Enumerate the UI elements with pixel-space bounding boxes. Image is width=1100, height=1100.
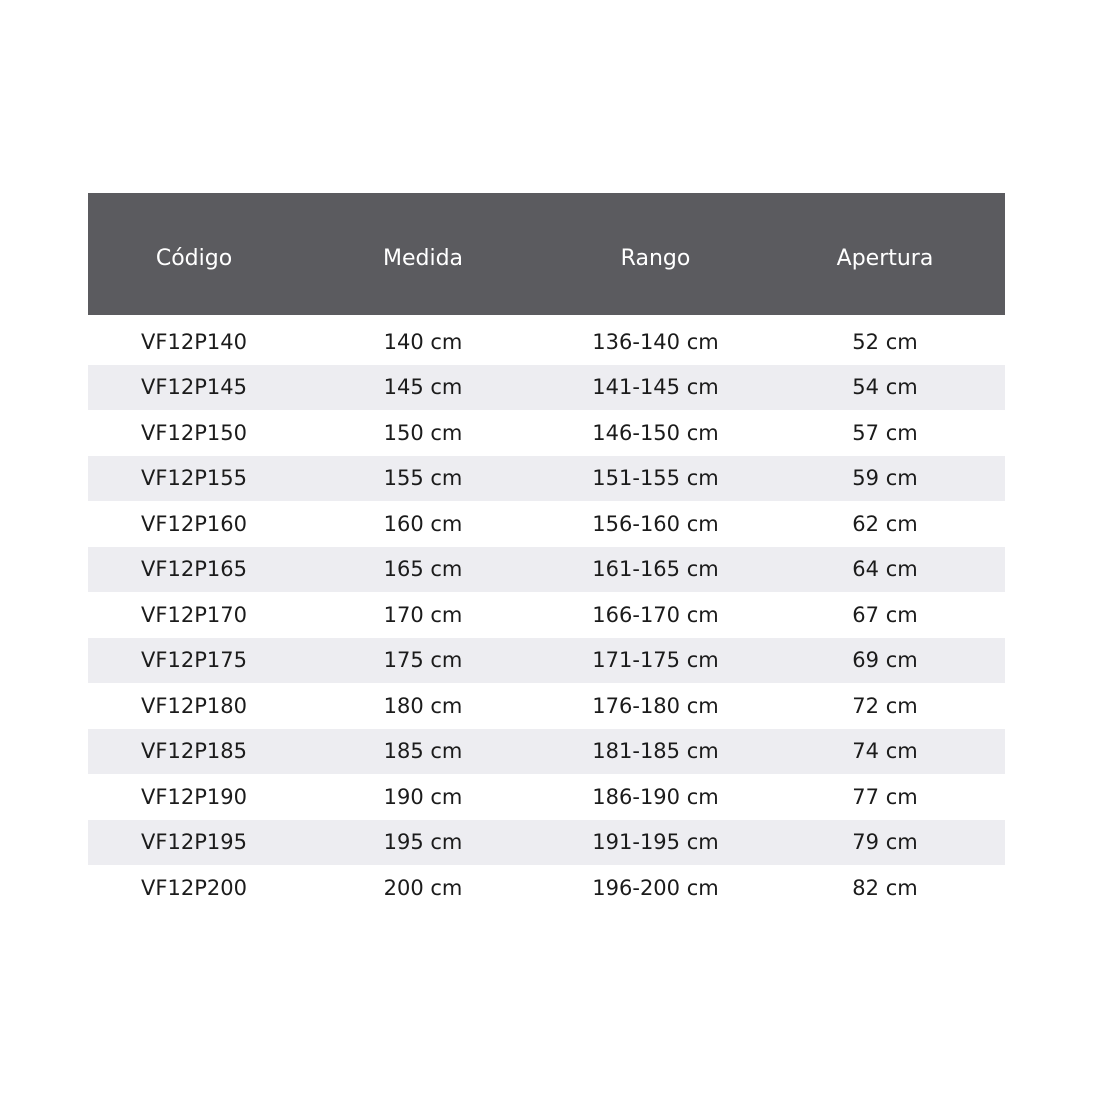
table-row bbox=[88, 410, 1005, 456]
cell-medida: 145 cm bbox=[383, 375, 463, 400]
cell-rango: 196-200 cm bbox=[592, 875, 719, 900]
cell-apertura: 59 cm bbox=[852, 466, 918, 491]
cell-codigo: VF12P170 bbox=[141, 602, 247, 627]
table-body bbox=[88, 319, 1005, 911]
cell-apertura: 54 cm bbox=[852, 375, 918, 400]
cell-rango: 171-175 cm bbox=[592, 648, 719, 673]
cell-codigo: VF12P180 bbox=[141, 693, 247, 718]
table-row bbox=[88, 319, 1005, 365]
table-row bbox=[88, 547, 1005, 593]
header-medida: Medida bbox=[382, 245, 464, 271]
cell-rango: 166-170 cm bbox=[592, 602, 719, 627]
table-row bbox=[88, 501, 1005, 547]
cell-apertura: 52 cm bbox=[852, 329, 918, 354]
cell-apertura: 69 cm bbox=[852, 648, 918, 673]
cell-codigo: VF12P175 bbox=[141, 648, 247, 673]
cell-codigo: VF12P185 bbox=[141, 739, 247, 764]
cell-medida: 190 cm bbox=[383, 784, 463, 809]
header-codigo: Código bbox=[155, 245, 233, 271]
cell-medida: 180 cm bbox=[383, 693, 463, 718]
cell-apertura: 72 cm bbox=[852, 693, 918, 718]
table-row bbox=[88, 592, 1005, 638]
cell-medida: 165 cm bbox=[383, 557, 463, 582]
cell-medida: 150 cm bbox=[383, 420, 463, 445]
table-row bbox=[88, 865, 1005, 911]
cell-rango: 141-145 cm bbox=[592, 375, 719, 400]
table-row bbox=[88, 456, 1005, 502]
cell-rango: 161-165 cm bbox=[592, 557, 719, 582]
cell-codigo: VF12P190 bbox=[141, 784, 247, 809]
cell-apertura: 79 cm bbox=[852, 830, 918, 855]
cell-codigo: VF12P195 bbox=[141, 830, 247, 855]
cell-codigo: VF12P150 bbox=[141, 420, 247, 445]
cell-rango: 191-195 cm bbox=[592, 830, 719, 855]
cell-medida: 185 cm bbox=[383, 739, 463, 764]
cell-rango: 151-155 cm bbox=[592, 466, 719, 491]
table-row bbox=[88, 820, 1005, 866]
cell-apertura: 57 cm bbox=[852, 420, 918, 445]
cell-apertura: 67 cm bbox=[852, 602, 918, 627]
cell-rango: 136-140 cm bbox=[592, 329, 719, 354]
cell-apertura: 62 cm bbox=[852, 511, 918, 536]
cell-rango: 186-190 cm bbox=[592, 784, 719, 809]
cell-codigo: VF12P155 bbox=[141, 466, 247, 491]
cell-codigo: VF12P160 bbox=[141, 511, 247, 536]
cell-codigo: VF12P165 bbox=[141, 557, 247, 582]
cell-medida: 195 cm bbox=[383, 830, 463, 855]
cell-medida: 155 cm bbox=[383, 466, 463, 491]
size-table bbox=[88, 193, 1005, 911]
cell-apertura: 82 cm bbox=[852, 875, 918, 900]
cell-apertura: 64 cm bbox=[852, 557, 918, 582]
cell-rango: 181-185 cm bbox=[592, 739, 719, 764]
header-rango: Rango bbox=[620, 245, 691, 271]
table-row bbox=[88, 729, 1005, 775]
cell-rango: 176-180 cm bbox=[592, 693, 719, 718]
cell-medida: 170 cm bbox=[383, 602, 463, 627]
table-row bbox=[88, 683, 1005, 729]
cell-apertura: 74 cm bbox=[852, 739, 918, 764]
cell-medida: 160 cm bbox=[383, 511, 463, 536]
cell-codigo: VF12P140 bbox=[141, 329, 247, 354]
table-row bbox=[88, 365, 1005, 411]
table-header bbox=[88, 193, 1005, 315]
cell-medida: 140 cm bbox=[383, 329, 463, 354]
cell-codigo: VF12P145 bbox=[141, 375, 247, 400]
header-apertura: Apertura bbox=[836, 245, 934, 271]
cell-medida: 175 cm bbox=[383, 648, 463, 673]
cell-apertura: 77 cm bbox=[852, 784, 918, 809]
table-row bbox=[88, 638, 1005, 684]
cell-rango: 146-150 cm bbox=[592, 420, 719, 445]
cell-medida: 200 cm bbox=[383, 875, 463, 900]
table-row bbox=[88, 774, 1005, 820]
cell-rango: 156-160 cm bbox=[592, 511, 719, 536]
cell-codigo: VF12P200 bbox=[141, 875, 247, 900]
